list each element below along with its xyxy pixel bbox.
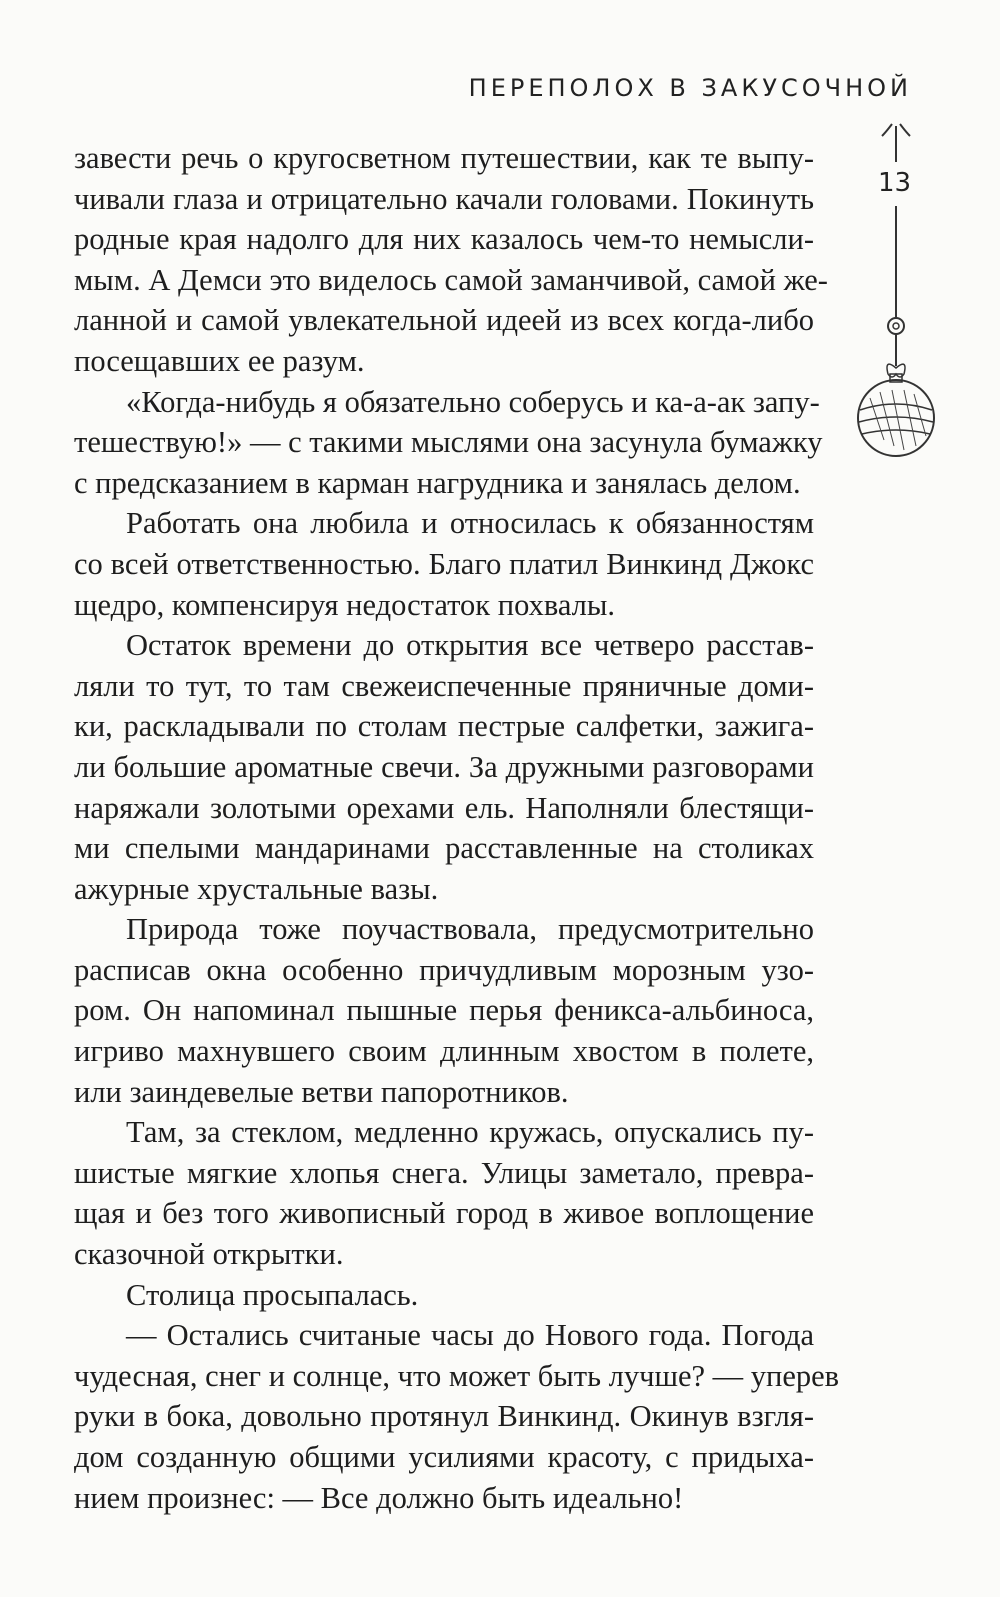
text-line: родные края надолго для них казалось чем-то немысли- [74, 222, 814, 257]
text-line: Там, за стеклом, медленно кружась, опускались пу- [126, 1115, 814, 1150]
text-line: шистые мягкие хлопья снега. Улицы заметало, превра- [74, 1155, 814, 1190]
text-line: чивали глаза и отрицательно качали головами. Покинуть [74, 181, 814, 216]
paragraph [74, 503, 814, 625]
body-text [74, 138, 840, 1518]
text-line: ажурные хрустальные вазы. [74, 871, 439, 906]
text-line: чудесная, снег и солнце, что может быть лучше? — уперев [74, 1358, 840, 1393]
text-line: ми спелыми мандаринами расставленные на столиках [74, 831, 814, 866]
paragraph [74, 382, 823, 504]
paragraph [74, 1315, 840, 1518]
paragraph [74, 1275, 814, 1316]
text-line: ляли то тут, то там свежеиспеченные пряничные доми- [74, 668, 814, 703]
text-line: ки, раскладывали по столам пестрые салфетки, зажига- [74, 709, 814, 744]
text-line: щедро, компенсируя недостаток похвалы. [74, 587, 615, 622]
text-line: щая и без того живописный город в живое воплощение [74, 1196, 814, 1231]
text-line: посещавших ее разум. [74, 343, 365, 378]
text-line: Столица просыпалась. [126, 1277, 419, 1312]
text-line: или заиндевелые ветви папоротников. [74, 1074, 569, 1109]
text-line: с предсказанием в карман нагрудника и занялась делом. [74, 465, 801, 500]
text-line: Работать она любила и относилась к обязанностям [126, 506, 814, 541]
text-line: ром. Он напоминал пышные перья феникса-альбиноса, [74, 993, 814, 1028]
text-line: расписав окна особенно причудливым морозным узо- [74, 952, 814, 987]
text-line: мым. А Демси это виделось самой заманчивой, самой же- [74, 262, 828, 297]
text-line: сказочной открытки. [74, 1237, 344, 1272]
paragraph [74, 1112, 814, 1274]
paragraph [74, 909, 814, 1112]
text-line: — Остались считаные часы до Нового года. Погода [126, 1318, 814, 1353]
text-line: завести речь о кругосветном путешествии, как те выпу- [74, 141, 814, 175]
text-line: наряжали золотыми орехами ель. Наполняли блестящи- [74, 790, 814, 825]
text-line: руки в бока, довольно протянул Винкинд. Окинув взгля- [74, 1399, 814, 1434]
paragraph [74, 138, 828, 382]
text-line: Остаток времени до открытия все четверо расстав- [126, 628, 814, 663]
running-title: ПЕРЕПОЛОХ В ЗАКУСОЧНОЙ [468, 74, 912, 102]
text-line: ли большие ароматные свечи. За дружными разговорами [74, 749, 814, 784]
paragraph [74, 625, 814, 909]
text-line: со всей ответственностью. Благо платил Винкинд Джокс [74, 546, 814, 581]
text-line: игриво махнувшего своим длинным хвостом в полете, [74, 1034, 814, 1069]
text-line: ланной и самой увлекательной идеей из всех когда-либо [74, 303, 814, 338]
text-line: тешествую!» — с такими мыслями она засунула бумажку [74, 425, 823, 460]
text-line: дом созданную общими усилиями красоту, с придыха- [74, 1440, 814, 1474]
text-line: «Когда-нибудь я обязательно соберусь и ка-а-ак запу- [126, 384, 820, 419]
text-line: нием произнес: — Все должно быть идеально! [74, 1480, 684, 1515]
text-line: Природа тоже поучаствовала, предусмотрительно [126, 912, 814, 947]
page-number: 13 [878, 168, 912, 198]
